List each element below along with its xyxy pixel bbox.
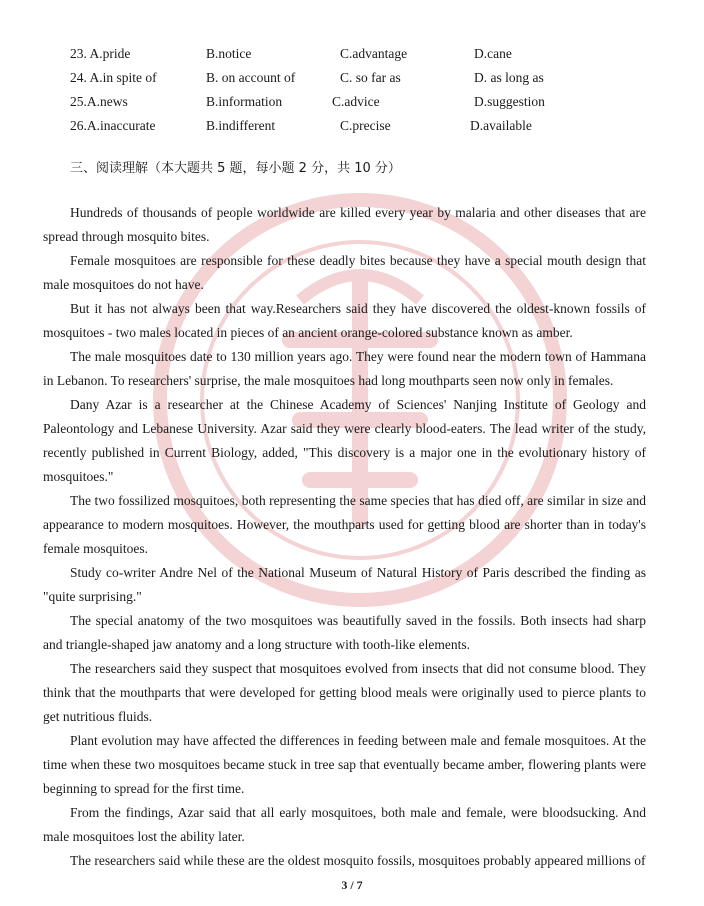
option-c: C. so far as [340,70,401,85]
option-b: B.information [206,94,283,109]
paragraph: The special anatomy of the two mosquitoes was beautifully saved in the fossils. Both insects had sharp and triangle-shaped jaw anatomy and a long structure with tooth-like elements. [43,613,646,652]
paragraph: Study co-writer Andre Nel of the National Museum of Natural History of Paris described the finding as "quite surprising." [43,565,646,604]
option-row [70,90,670,114]
paragraph: Dany Azar is a researcher at the Chinese Academy of Sciences' Nanjing Institute of Geology and Paleontology and Lebanese University. Azar said they were clearly blood-eaters. The lead writer of the study, recently published in Current Biology, added, "This discovery is a major one in the evolutionary history of mosquitoes." [43,397,646,484]
option-d: D.suggestion [474,94,545,109]
paragraph: The two fossilized mosquitoes, both representing the same species that has died off, are similar in size and appearance to modern mosquitoes. However, the mouthparts used for getting blood are shorter than in today's female mosquitoes. [43,493,646,556]
option-row [70,114,670,138]
paragraph: The researchers said they suspect that mosquitoes evolved from insects that did not consume blood. They think that the mouthparts that were developed for getting blood meals were originally used to pierce plants to get nutritious fluids. [43,661,646,724]
paragraph: Hundreds of thousands of people worldwide are killed every year by malaria and other diseases that are spread through mosquito bites. [43,205,646,244]
option-row [70,42,670,66]
option-d: D. as long as [474,70,544,85]
option-a: 24. A.in spite of [70,70,157,85]
paragraph: Female mosquitoes are responsible for these deadly bites because they have a special mouth design that male mosquitoes do not have. [43,253,646,292]
page-number: 3 / 7 [341,878,363,892]
option-d: D.cane [474,46,512,61]
option-c: C.advice [332,94,380,109]
option-a: 23. A.pride [70,46,131,61]
option-d: D.available [470,118,532,133]
option-row [70,66,670,90]
paragraph: Plant evolution may have affected the differences in feeding between male and female mosquitoes. At the time when these two mosquitoes became stuck in tree sap that eventually became amber, flowering plants were beginning to spread for the first time. [43,733,646,796]
option-b: B. on account of [206,70,296,85]
answer-options [70,42,670,138]
paragraph: From the findings, Azar said that all early mosquitoes, both male and female, were bloodsucking. And male mosquitoes lost the ability later. [43,805,646,844]
option-c: C.precise [340,118,391,133]
section-title: 三、阅读理解（本大题共 5 题，每小题 2 分，共 10 分） [70,161,401,176]
option-b: B.notice [206,46,252,61]
option-a: 26.A.inaccurate [70,118,156,133]
option-c: C.advantage [340,46,408,61]
paragraph: But it has not always been that way.Researchers said they have discovered the oldest-known fossils of mosquitoes - two males located in pieces of an ancient orange-colored substance known as amber. [43,301,646,340]
reading-passage [43,201,646,873]
option-b: B.indifferent [206,118,276,133]
paragraph: The male mosquitoes date to 130 million years ago. They were found near the modern town of Hammana in Lebanon. To researchers' surprise, the male mosquitoes had long mouthparts seen now only in females. [43,349,646,388]
option-a: 25.A.news [70,94,128,109]
paragraph: The researchers said while these are the oldest mosquito fossils, mosquitoes probably appeared millions of [70,853,646,868]
